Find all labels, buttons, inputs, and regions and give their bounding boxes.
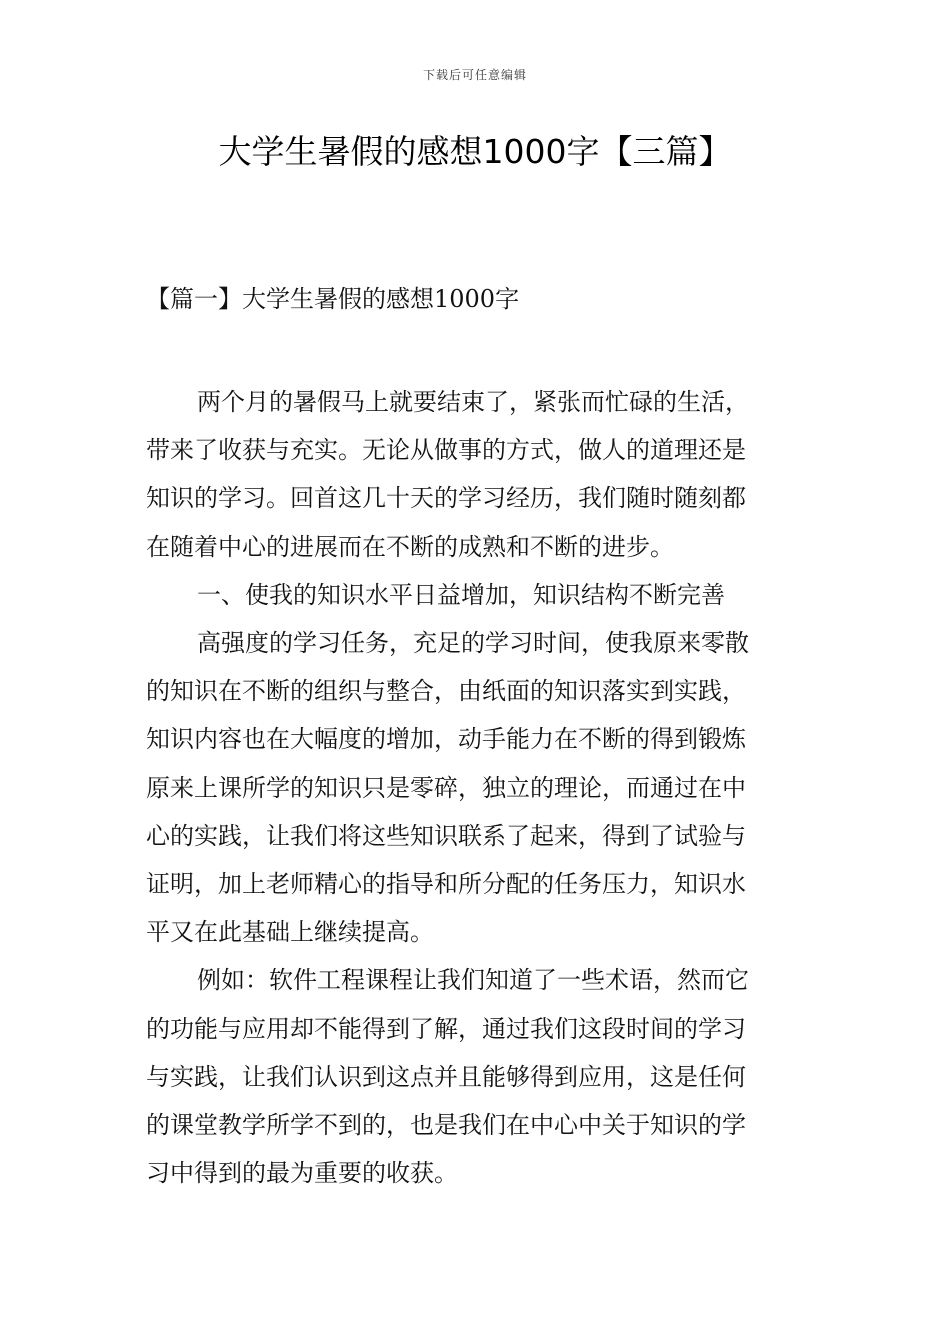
body-line: 习中得到的最为重要的收获。 bbox=[146, 1159, 458, 1188]
body-line: 心的实践，让我们将这些知识联系了起来，得到了试验与 bbox=[146, 821, 746, 850]
body-line: 一、使我的知识水平日益增加，知识结构不断完善 bbox=[197, 580, 725, 609]
body-line: 知识内容也在大幅度的增加，动手能力在不断的得到锻炼 bbox=[146, 725, 746, 754]
section-heading: 【篇一】大学生暑假的感想1000字 bbox=[146, 285, 520, 313]
body-line: 原来上课所学的知识只是零碎，独立的理论，而通过在中 bbox=[146, 773, 746, 802]
body-line: 证明，加上老师精心的指导和所分配的任务压力，知识水 bbox=[146, 870, 746, 899]
document-title: 大学生暑假的感想1000字【三篇】 bbox=[218, 132, 732, 171]
body-line: 在随着中心的进展而在不断的成熟和不断的进步。 bbox=[146, 532, 674, 561]
body-line: 的知识在不断的组织与整合，由纸面的知识落实到实践， bbox=[146, 677, 746, 706]
body-line: 的功能与应用却不能得到了解，通过我们这段时间的学习 bbox=[146, 1014, 746, 1043]
body-line: 与实践，让我们认识到这点并且能够得到应用，这是任何 bbox=[146, 1062, 746, 1091]
body-line: 两个月的暑假马上就要结束了，紧张而忙碌的生活， bbox=[197, 388, 749, 416]
document-body bbox=[146, 378, 808, 1197]
body-line: 平又在此基础上继续提高。 bbox=[146, 918, 434, 947]
body-line: 知识的学习。回首这几十天的学习经历，我们随时随刻都 bbox=[146, 484, 746, 513]
body-line: 高强度的学习任务，充足的学习时间，使我原来零散 bbox=[197, 629, 749, 658]
body-line: 的课堂教学所学不到的，也是我们在中心中关于知识的学 bbox=[146, 1111, 746, 1140]
body-line: 带来了收获与充实。无论从做事的方式，做人的道理还是 bbox=[146, 436, 746, 465]
page-header-note: 下载后可任意编辑 bbox=[422, 68, 527, 82]
body-line: 例如：软件工程课程让我们知道了一些术语，然而它 bbox=[197, 966, 749, 995]
